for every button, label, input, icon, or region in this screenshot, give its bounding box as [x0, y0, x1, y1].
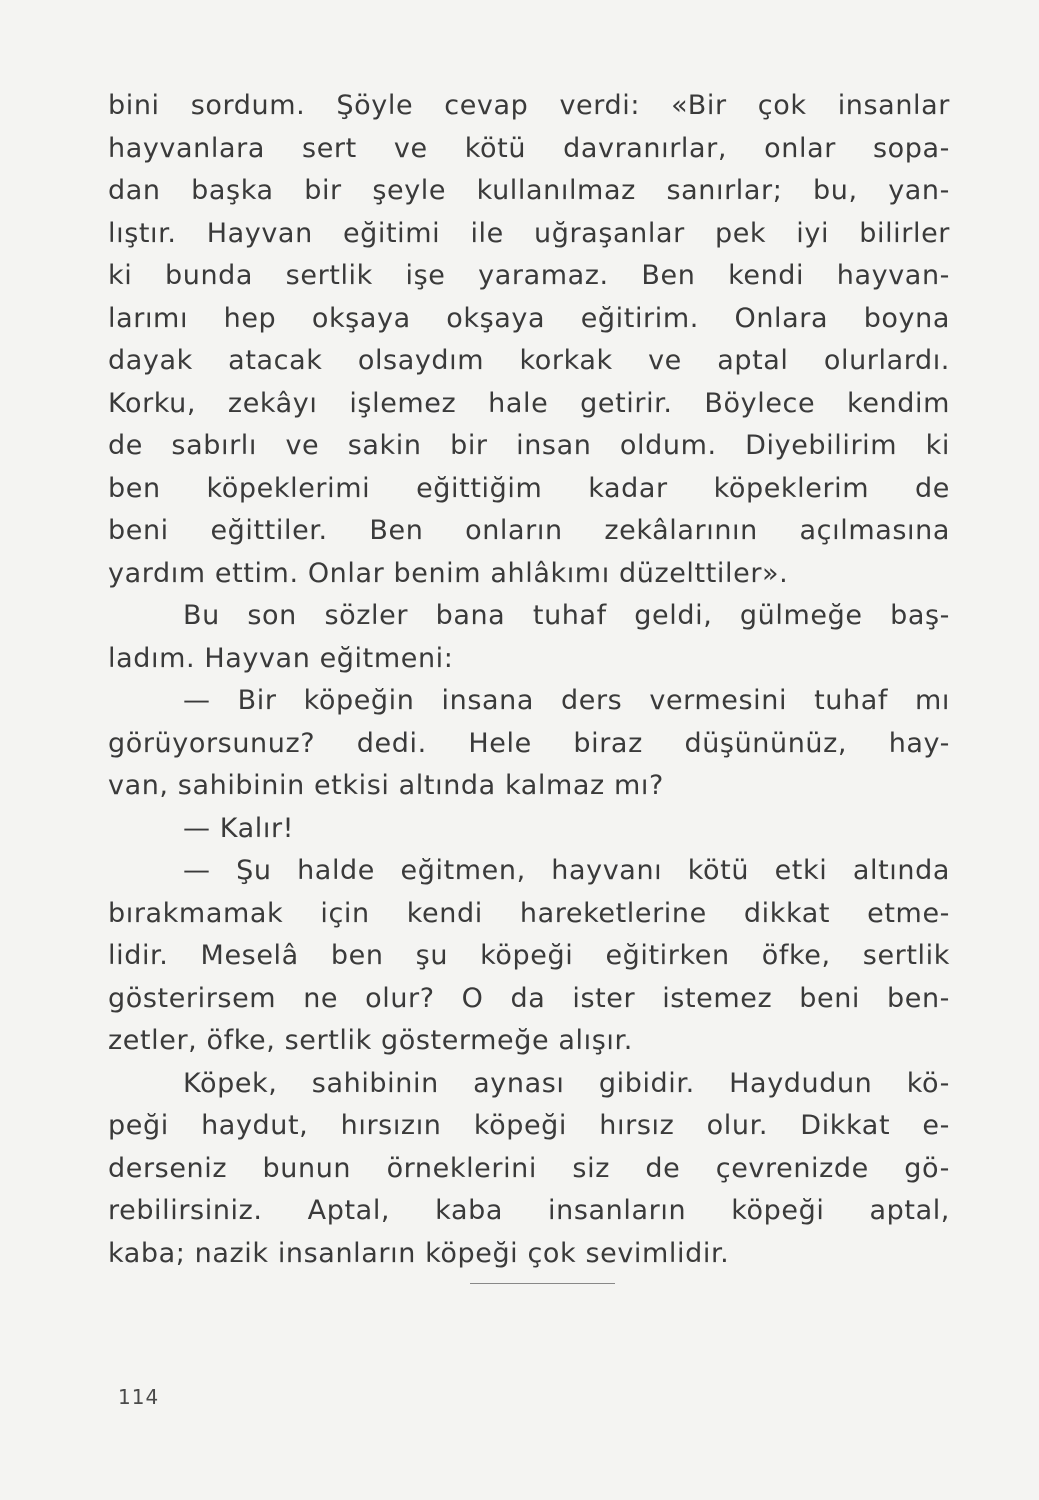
text-line: ladım. Hayvan eğitmeni:: [108, 642, 454, 674]
text-line: — Kalır!: [183, 812, 295, 844]
text-line: van, sahibinin etkisi altında kalmaz mı?: [108, 770, 664, 801]
text-line: larımı hep okşaya okşaya eğitirim. Onlara boyna: [108, 302, 950, 334]
text-line: derseniz bunun örneklerini siz de çevrenizde gö-: [108, 1152, 950, 1184]
section-divider: [470, 1283, 615, 1284]
text-line: peği haydut, hırsızın köpeği hırsız olur. Dikkat e-: [108, 1110, 950, 1141]
text-line: de sabırlı ve sakin bir insan oldum. Diyebilirim ki: [108, 430, 950, 461]
text-line: bırakmamak için kendi hareketlerine dikkat etme-: [108, 897, 950, 929]
text-line: ki bunda sertlik işe yaramaz. Ben kendi hayvan-: [108, 260, 950, 291]
text-line: gösterirsem ne olur? O da ister istemez beni ben-: [108, 982, 950, 1014]
text-line: bini sordum. Şöyle cevap verdi: «Bir çok insanlar: [108, 90, 950, 121]
page-number: 114: [118, 1385, 160, 1409]
text-line: beni eğittiler. Ben onların zekâlarının açılmasına: [108, 515, 950, 546]
text-line: görüyorsunuz? dedi. Hele biraz düşününüz, hay-: [108, 727, 950, 759]
text-line: — Şu halde eğitmen, hayvanı kötü etki altında: [183, 855, 950, 886]
text-line: lıştır. Hayvan eğitimi ile uğraşanlar pek iyi bilirler: [108, 217, 950, 249]
text-line: zetler, öfke, sertlik göstermeğe alışır.: [108, 1025, 633, 1056]
text-line: rebilirsiniz. Aptal, kaba insanların köpeği aptal,: [108, 1195, 950, 1226]
text-line: Korku, zekâyı işlemez hale getirir. Böylece kendim: [108, 387, 950, 419]
text-line: lidir. Meselâ ben şu köpeği eğitirken öfke, sertlik: [108, 940, 950, 971]
text-line: kaba; nazik insanların köpeği çok sevimlidir.: [108, 1237, 730, 1269]
text-line: yardım ettim. Onlar benim ahlâkımı düzelttiler».: [108, 557, 789, 589]
text-line: hayvanlara sert ve kötü davranırlar, onlar sopa-: [108, 132, 950, 164]
body-text: [108, 85, 950, 1275]
text-line: dayak atacak olsaydım korkak ve aptal olurlardı.: [108, 345, 950, 376]
text-line: ben köpeklerimi eğittiğim kadar köpeklerim de: [108, 472, 950, 504]
text-line: Köpek, sahibinin aynası gibidir. Haydudun kö-: [183, 1067, 950, 1099]
text-line: Bu son sözler bana tuhaf geldi, gülmeğe baş-: [183, 600, 950, 631]
text-line: dan başka bir şeyle kullanılmaz sanırlar; bu, yan-: [108, 175, 950, 206]
text-line: — Bir köpeğin insana ders vermesini tuhaf mı: [183, 685, 950, 716]
